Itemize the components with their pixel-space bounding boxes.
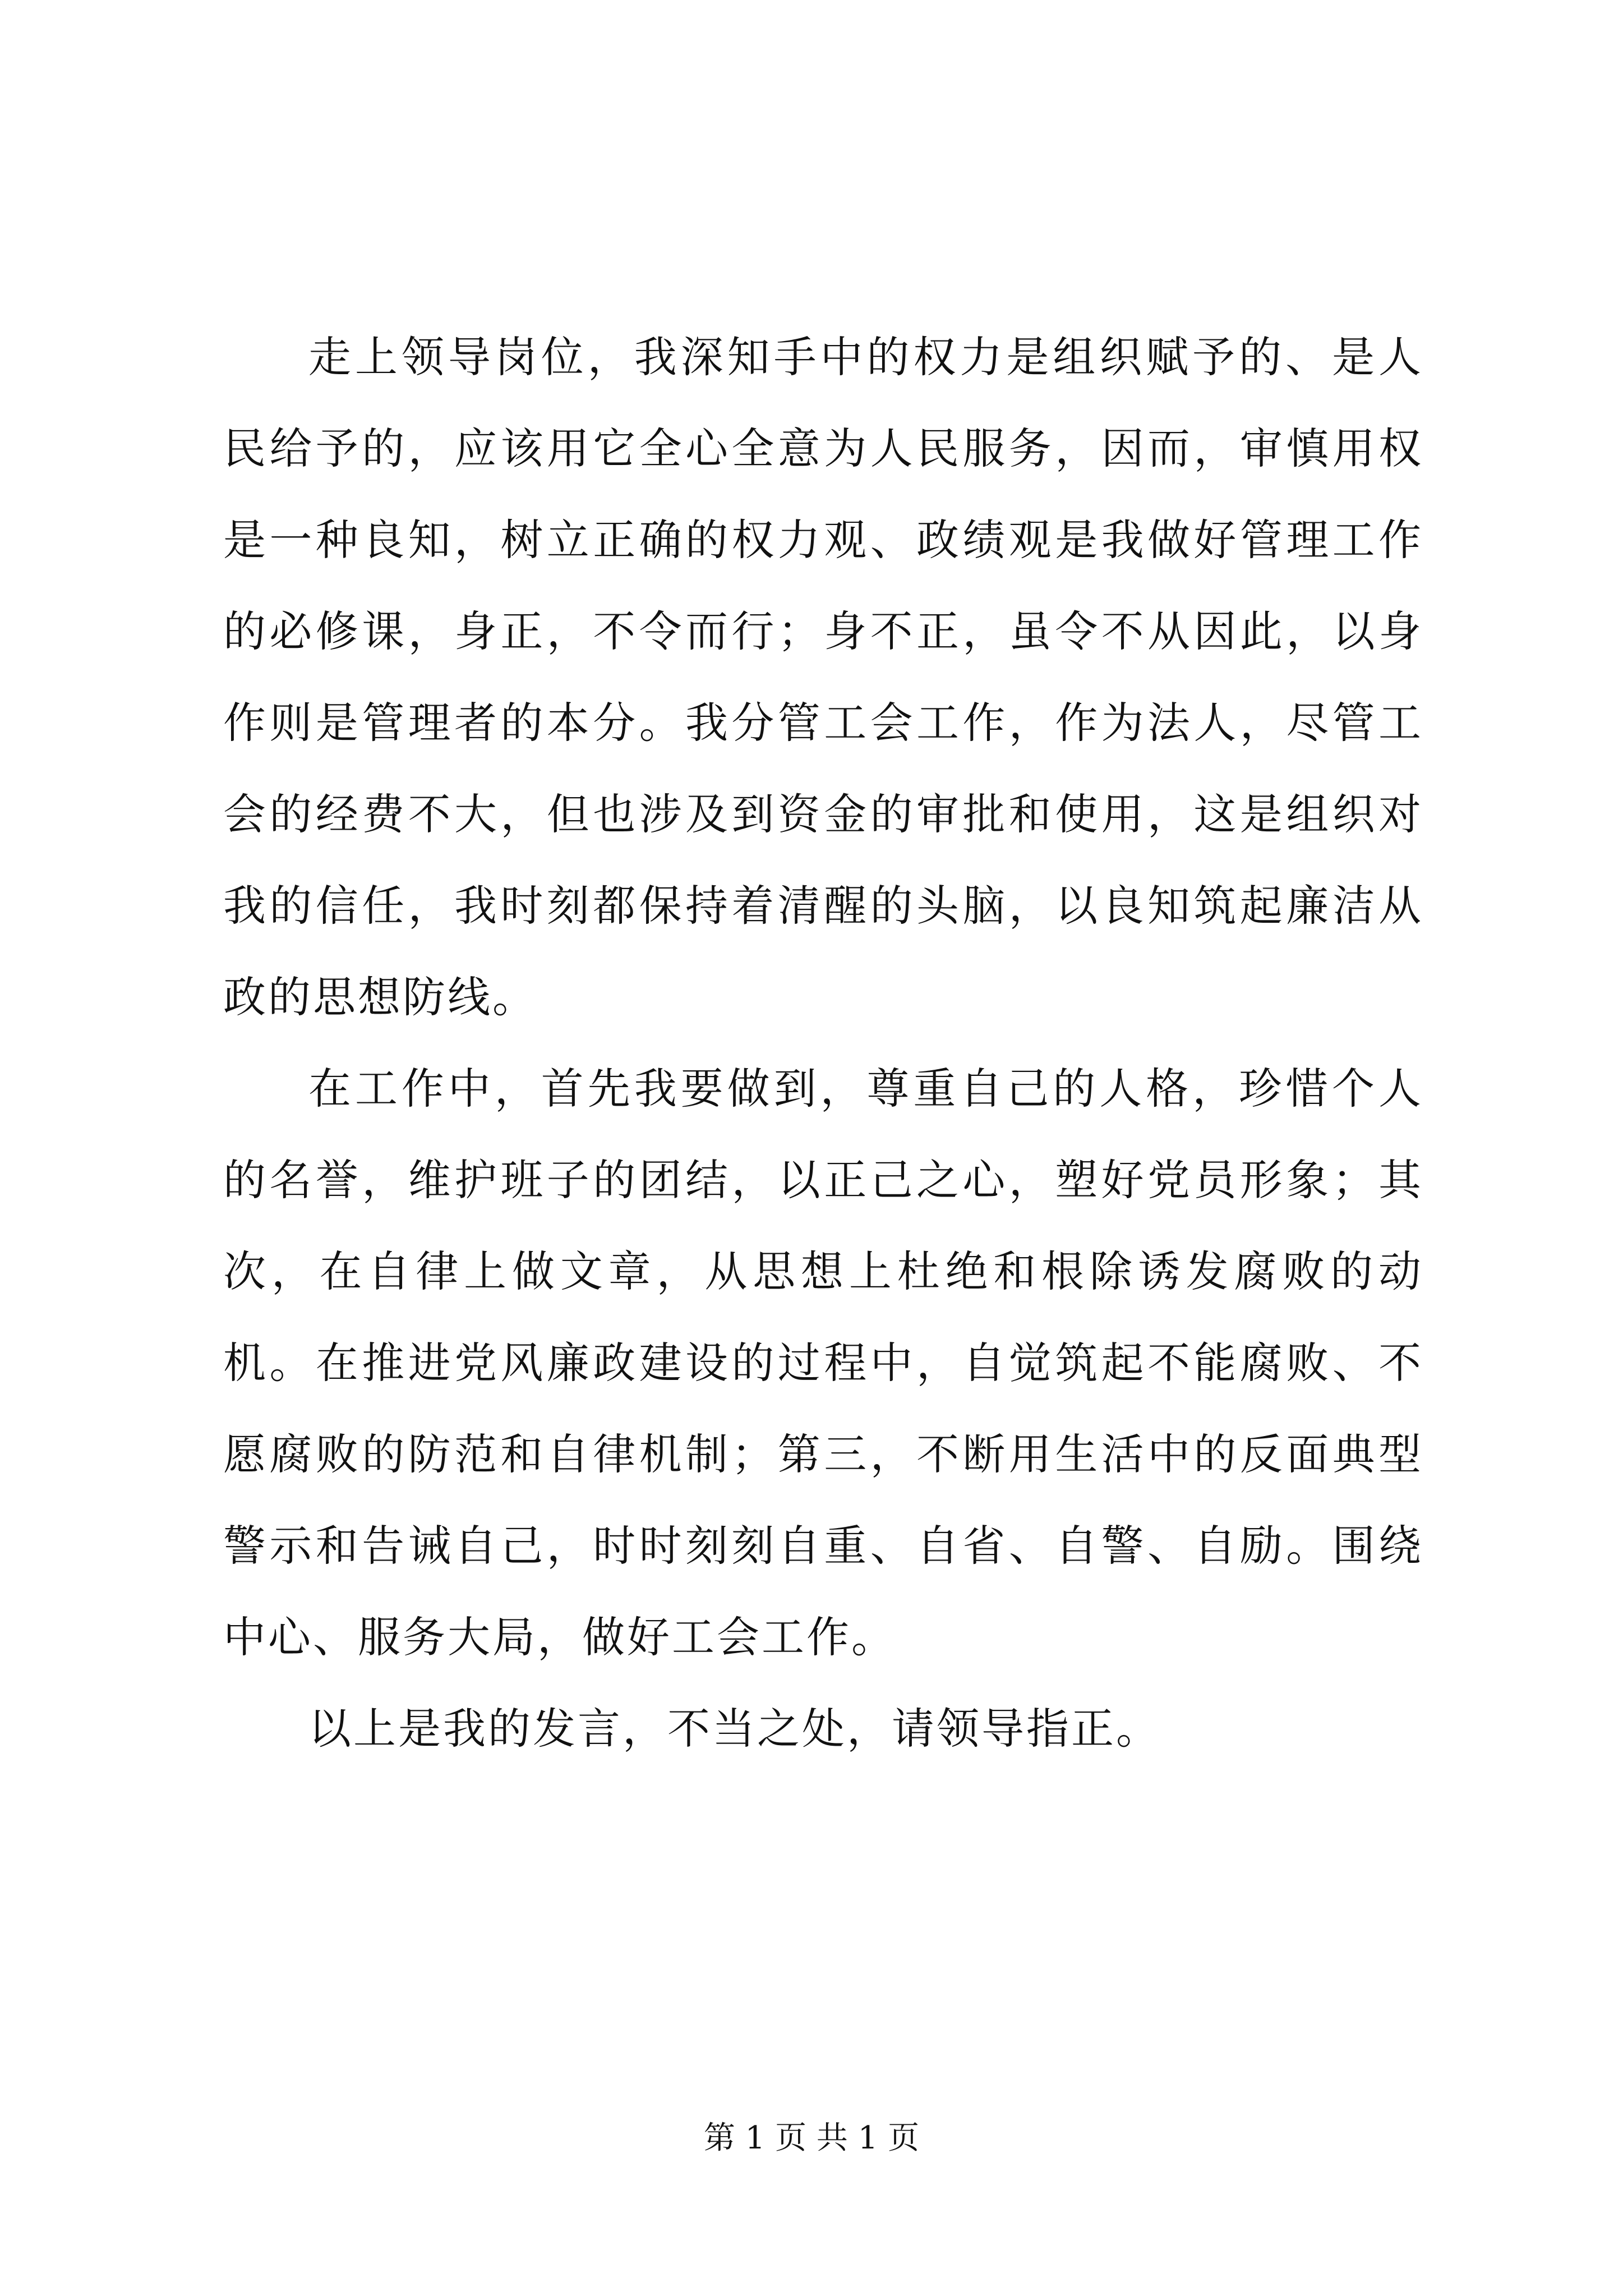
paragraph-2: 在工作中，首先我要做到，尊重自己的人格，珍惜个人的名誉，维护班子的团结，以正己之心，塑好党员形象；其次，在自律上做文章，从思想上杜绝和根除诱发腐败的动机。在推进党风廉政建设的过程中，自觉筑起不能腐败、不愿腐败的防范和自律机制；第三，不断用生活中的反面典型警示和告诫自己，时时刻刻自重、自省、自警、自励。围绕中心、服务大局，做好工会工作。: [223, 1064, 1423, 1662]
paragraph-3: 以上是我的发言，不当之处，请领导指正。: [308, 1704, 1161, 1754]
page-footer: 第 1 页 共 1 页: [703, 2120, 920, 2156]
document-body: [223, 311, 1423, 1774]
paragraph-1: 走上领导岗位，我深知手中的权力是组织赋予的、是人民给予的，应该用它全心全意为人民服务，因而，审慎用权是一种良知，树立正确的权力观、政绩观是我做好管理工作的必修课，身正，不令而行；身不正，虽令不从因此，以身作则是管理者的本分。我分管工会工作，作为法人，尽管工会的经费不大，但也涉及到资金的审批和使用，这是组织对我的信任，我时刻都保持着清醒的头脑，以良知筑起廉洁从政的思想防线。: [223, 332, 1423, 1022]
